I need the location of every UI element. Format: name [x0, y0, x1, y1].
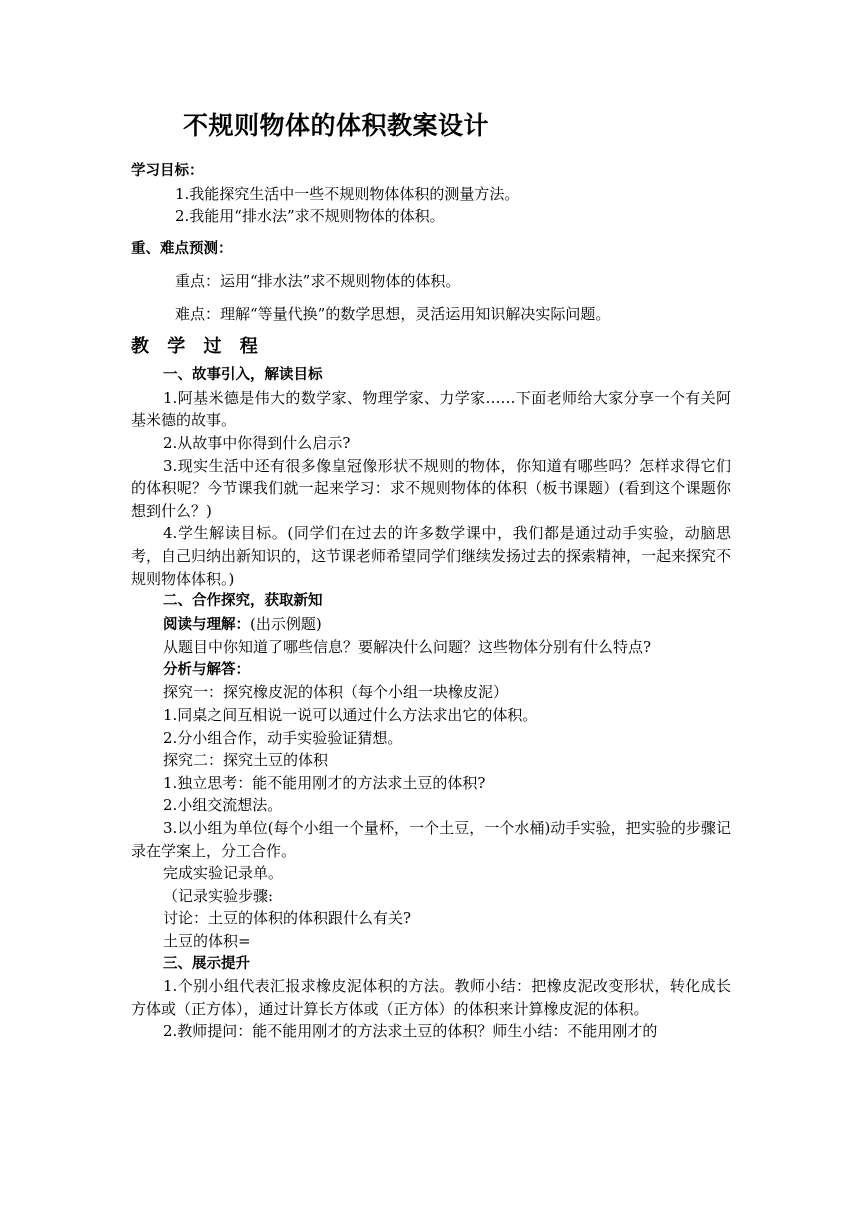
section-2-heading: 二、合作探究，获取新知 — [163, 593, 323, 610]
read-note: (出示例题) — [250, 614, 322, 633]
section-3-heading: 三、展示提升 — [163, 955, 250, 972]
explore-1: 探究一：探究橡皮泥的体积（每个小组一块橡皮泥） — [163, 683, 509, 702]
process-heading: 教 学 过 程 — [131, 335, 264, 357]
explore-2: 探究二：探究土豆的体积 — [163, 751, 329, 770]
section-1-paragraph-4: 4.学生解读目标。(同学们在过去的许多数学课中，我们都是通过动手实验，动脑思考，自己归纳出新知识的，这节课老师希望同学们继续发扬过去的探索精神，一起来探究不规则物体体积。) — [131, 524, 732, 588]
section-1-paragraph-2: 2.从故事中你得到什么启示? — [163, 433, 351, 452]
document-title: 不规则物体的体积教案设计 — [183, 111, 490, 140]
document-body — [131, 160, 731, 1043]
section-3-paragraph-1: 1.个别小组代表汇报求橡皮泥体积的方法。教师小结：把橡皮泥改变形状，转化成长方体或（正方体），通过计算长方体或（正方体）的体积来计算橡皮泥的体积。 — [131, 977, 731, 1018]
keypoints-heading: 重、难点预测： — [131, 240, 233, 257]
section-1-heading: 一、故事引入，解读目标 — [163, 367, 323, 384]
section-1-paragraph-3: 3.现实生活中还有很多像皇冠像形状不规则的物体，你知道有哪些吗？怎样求得它们的体积呢？今节课我们就一起来学习：求不规则物体的体积（板书课题）(看到这个课题你想到什么？) — [131, 456, 731, 520]
explore-2-step-3: 3.以小组为单位(每个小组一个量杯，一个土豆，一个水桶)动手实验，把实验的步骤记录在学案上，分工合作。 — [131, 819, 731, 860]
explore-2-step-1: 1.独立思考：能不能用刚才的方法求土豆的体积? — [163, 773, 486, 792]
goals-heading: 学习目标： — [131, 163, 204, 179]
explore-1-step-1: 1.同桌之间互相说一说可以通过什么方法求出它的体积。 — [163, 706, 538, 725]
difficult-point: 难点：理解“等量代换”的数学思想，灵活运用知识解决实际问题。 — [175, 304, 611, 323]
analysis-heading: 分析与解答： — [163, 661, 250, 678]
read-understand — [131, 613, 731, 637]
record-sheet: 完成实验记录单。 — [163, 864, 284, 883]
key-point: 重点：运用“排水法”求不规则物体的体积。 — [175, 272, 461, 291]
explore-1-step-2: 2.分小组合作，动手实验验证猜想。 — [163, 728, 403, 747]
goal-item-1: 1.我能探究生活中一些不规则物体体积的测量方法。 — [175, 184, 520, 203]
section-3-paragraph-2: 2.教师提问：能不能用刚才的方法求土豆的体积？师生小结：不能用刚才的 — [163, 1022, 658, 1041]
read-label: 阅读与理解： — [163, 616, 250, 633]
goal-item-2: 2.我能用“排水法”求不规则物体的体积。 — [175, 207, 445, 226]
potato-volume: 土豆的体积= — [163, 932, 251, 950]
read-question: 从题目中你知道了哪些信息？要解决什么问题？这些物体分别有什么特点? — [163, 638, 652, 657]
discussion: 讨论：土豆的体积的体积跟什么有关? — [163, 909, 412, 928]
section-1-paragraph-1: 1.阿基米德是伟大的数学家、物理学家、力学家……下面老师给大家分享一个有关阿基米德的故事。 — [131, 388, 731, 430]
record-steps: （记录实验步骤: — [163, 886, 274, 905]
explore-2-step-2: 2.小组交流想法。 — [163, 796, 283, 815]
